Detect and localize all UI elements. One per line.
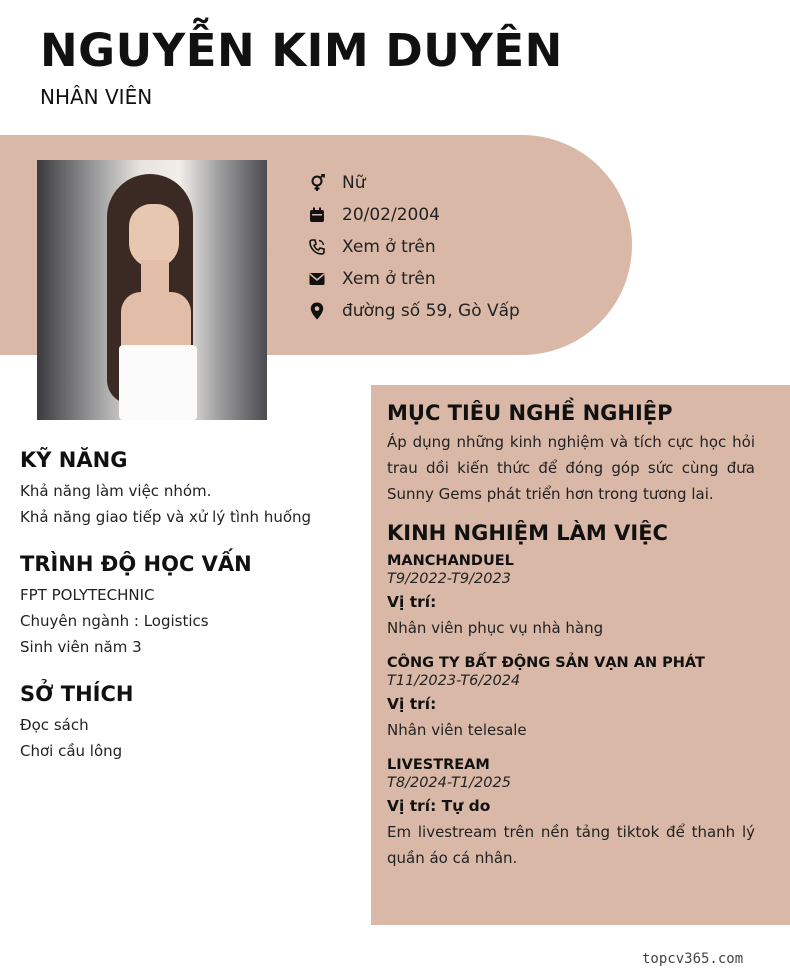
location-icon <box>308 302 326 320</box>
skills-section <box>20 448 350 530</box>
contact-address-value: đường số 59, Gò Vấp <box>342 301 520 321</box>
contact-email-value: Xem ở trên <box>342 269 436 289</box>
job-description: Em livestream trên nền tảng tiktok để thanh lý quần áo cá nhân. <box>387 823 755 867</box>
company-name: CÔNG TY BẤT ĐỘNG SẢN VẠN AN PHÁT <box>387 655 705 671</box>
contact-phone-value: Xem ở trên <box>342 237 436 257</box>
phone-icon <box>308 238 326 256</box>
job-period: T9/2022-T9/2023 <box>387 571 511 587</box>
objective-title: MỤC TIÊU NGHỀ NGHIỆP <box>387 401 673 425</box>
profile-photo <box>37 160 267 420</box>
education-item: FPT POLYTECHNIC <box>20 586 155 604</box>
contact-gender <box>308 167 520 199</box>
experience-item <box>387 757 755 871</box>
job-description: Nhân viên telesale <box>387 721 527 739</box>
job-period: T8/2024-T1/2025 <box>387 775 511 791</box>
contact-birthday <box>308 199 520 231</box>
contact-phone <box>308 231 520 263</box>
job-position: Vị trí: <box>387 593 437 611</box>
education-section <box>20 552 350 660</box>
contact-list <box>308 167 520 327</box>
gender-icon <box>308 174 326 192</box>
experience-title: KINH NGHIỆM LÀM VIỆC <box>387 521 668 545</box>
watermark: topcv365.com <box>642 951 744 967</box>
contact-birthday-value: 20/02/2004 <box>342 205 440 225</box>
contact-address <box>308 295 520 327</box>
company-name: LIVESTREAM <box>387 757 490 773</box>
job-description: Nhân viên phục vụ nhà hàng <box>387 619 604 637</box>
calendar-icon <box>308 206 326 224</box>
experience-item <box>387 655 755 743</box>
objective-text: Áp dụng những kinh nghiệm và tích cực học hỏi trau dồi kiến thức để đóng góp sức cùng đưa Sunny Gems phát triển hơn trong tương lai. <box>387 433 755 503</box>
hobbies-section <box>20 682 350 764</box>
contact-gender-value: Nữ <box>342 173 366 193</box>
skill-item: Khả năng làm việc nhóm. <box>20 482 212 500</box>
hobby-item: Đọc sách <box>20 716 89 734</box>
job-position: Vị trí: Tự do <box>387 797 491 815</box>
education-item: Sinh viên năm 3 <box>20 638 142 656</box>
candidate-name: NGUYỄN KIM DUYÊN <box>40 24 563 77</box>
contact-email <box>308 263 520 295</box>
education-item: Chuyên ngành : Logistics <box>20 612 209 630</box>
email-icon <box>308 270 326 288</box>
candidate-role: NHÂN VIÊN <box>40 85 153 109</box>
right-panel <box>371 385 790 925</box>
education-title: TRÌNH ĐỘ HỌC VẤN <box>20 552 252 576</box>
skills-title: KỸ NĂNG <box>20 448 128 472</box>
experience-item <box>387 553 755 641</box>
skill-item: Khả năng giao tiếp và xử lý tình huống <box>20 508 312 526</box>
job-period: T11/2023-T6/2024 <box>387 673 521 689</box>
hobby-item: Chơi cầu lông <box>20 742 123 760</box>
hobbies-title: SỞ THÍCH <box>20 682 134 706</box>
company-name: MANCHANDUEL <box>387 553 514 569</box>
job-position: Vị trí: <box>387 695 437 713</box>
